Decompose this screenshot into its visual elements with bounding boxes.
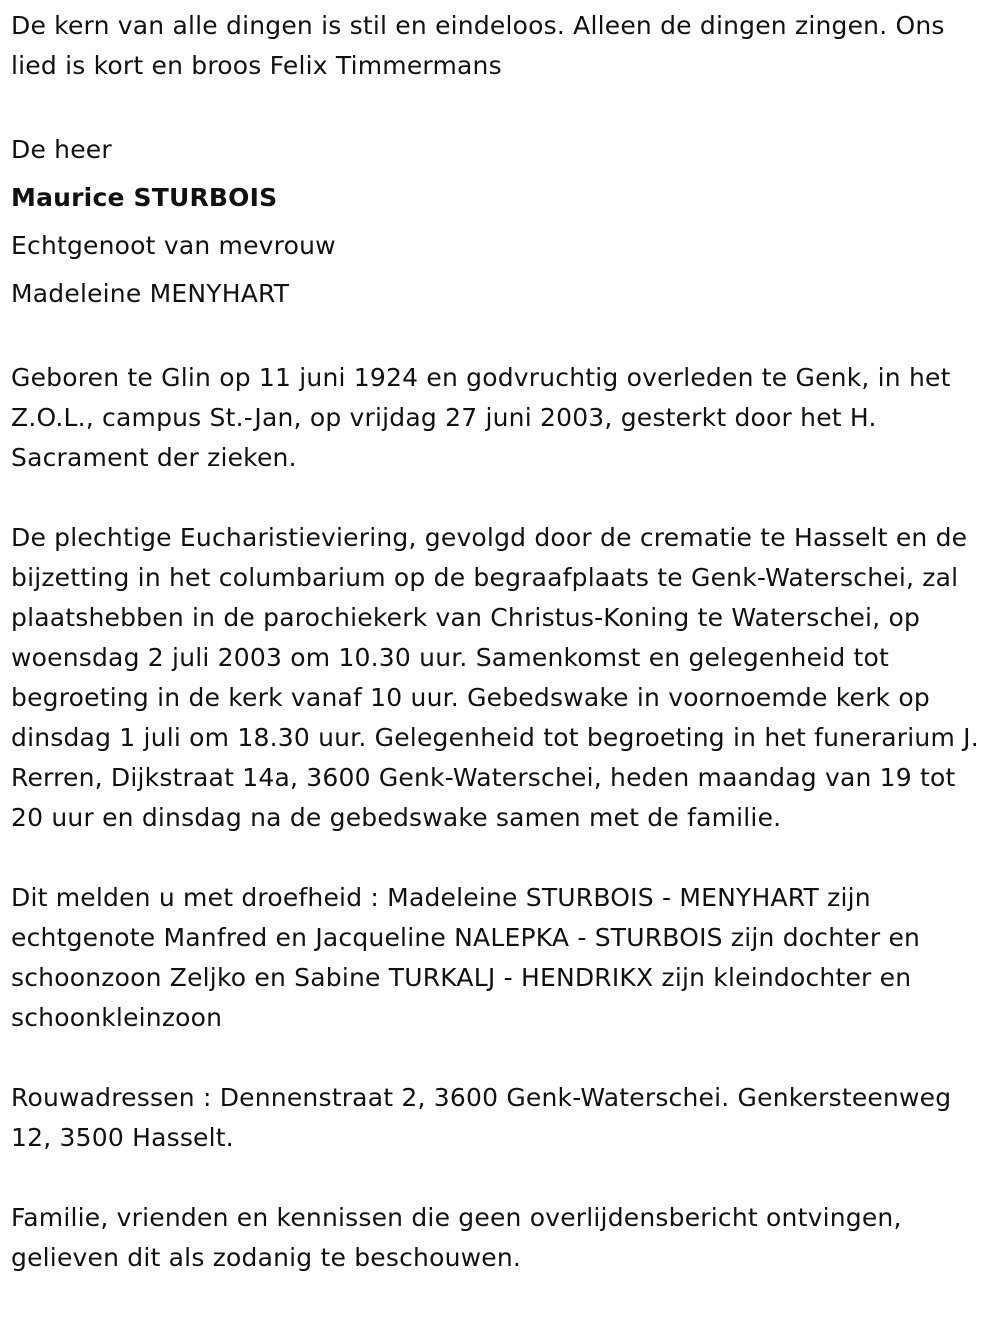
birth-death-paragraph: Geboren te Glin op 11 juni 1924 en godvruchtig overleden te Genk, in het Z.O.L., campus St.-Jan, op vrijdag 27 juni 2003, gesterkt door het H. Sacrament der zieken. xyxy=(11,363,951,472)
closing-paragraph: Familie, vrienden en kennissen die geen overlijdensbericht ontvingen, gelieven dit als zodanig te beschouwen. xyxy=(11,1203,902,1272)
addresses-paragraph: Rouwadressen : Dennenstraat 2, 3600 Genk-Waterschei. Genkersteenweg 12, 3500 Hasselt. xyxy=(11,1083,952,1152)
spouse-name: Madeleine MENYHART xyxy=(11,279,290,308)
salutation: De heer xyxy=(11,135,112,164)
announcement-paragraph: Dit melden u met droefheid : Madeleine STURBOIS - MENYHART zijn echtgenote Manfred en Jacqueline NALEPKA - STURBOIS zijn dochter en schoonzoon Zeljko en Sabine TURKALJ - HENDRIKX zijn kleindochter en schoonkleinzoon xyxy=(11,883,921,1032)
deceased-name: Maurice STURBOIS xyxy=(11,183,278,212)
ceremony-paragraph: De plechtige Eucharistieviering, gevolgd door de crematie te Hasselt en de bijzetting in het columbarium op de begraafplaats te Genk-Waterschei, zal plaatshebben in de parochiekerk van Christus-Koning te Waterschei, op woensdag 2 juli 2003 om 10.30 uur. Samenkomst en gelegenheid tot begroeting in de kerk vanaf 10 uur. Gebedswake in voornoemde kerk op dinsdag 1 juli om 18.30 uur. Gelegenheid tot begroeting in het funerarium J. Rerren, Dijkstraat 14a, 3600 Genk-Waterschei, heden maandag van 19 tot 20 uur en dinsdag na de gebedswake samen met de familie. xyxy=(11,523,979,832)
spacer xyxy=(11,1158,993,1198)
spacer xyxy=(11,86,993,126)
spacer xyxy=(11,318,993,358)
spouse-intro: Echtgenoot van mevrouw xyxy=(11,231,336,260)
spacer xyxy=(11,478,993,518)
obituary-document xyxy=(11,6,993,1278)
opening-quote: De kern van alle dingen is stil en eindeloos. Alleen de dingen zingen. Ons lied is kort en broos Felix Timmermans xyxy=(11,11,945,80)
spacer xyxy=(11,1038,993,1078)
spacer xyxy=(11,838,993,878)
